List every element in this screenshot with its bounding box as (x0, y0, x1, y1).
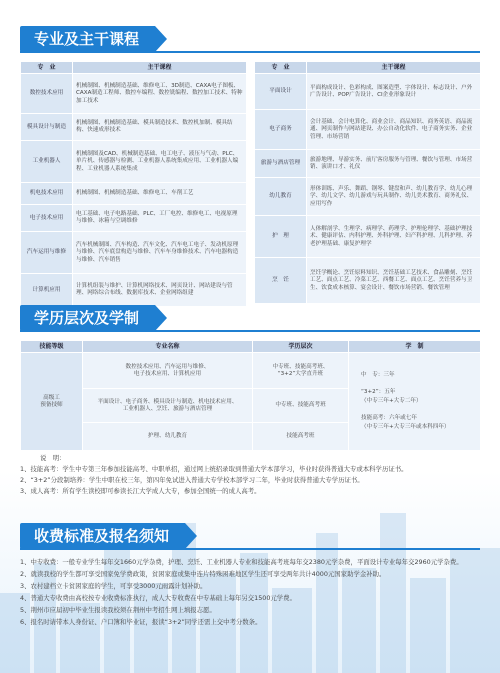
course-list: 形体训练、声乐、舞蹈、钢琴、键盘和声、幼儿教育学、幼儿心理学、幼儿文学、幼儿游戏与玩具制作、幼儿美术教育、商务礼仪、应用写作 (307, 178, 481, 216)
course-list: 会计基础、会计电算化、商业会计、商品知识、商务英语、商品流通、网页制作与网站建设、办公自动化软件、电子商务实务、企业管理、市场营销 (307, 110, 481, 150)
fee-item: 5、荆州市应届初中毕业生报读我校须在荆州中考招生网上填报志愿。 (20, 606, 216, 614)
course-list: 机械制图及CAD、机械制造基础、电工电子、液压与气动、PLC、单片机、传感器与检测、工业机器人系统集成应用、工业机器人编程、工业机器人系统集成 (73, 141, 247, 183)
table-row (255, 150, 481, 178)
table-row (21, 232, 247, 274)
table-header-row (21, 341, 481, 353)
course-list: 计算机组装与维护、计算机网络技术、网页设计、网站建设与管理、网络综合布线、数据库技术、企业网络组建 (73, 274, 247, 307)
major-name: 电子技术应用 (21, 205, 73, 232)
table-header-row (21, 62, 247, 74)
note-item: 3、成人高考：所有学生读校即可参读长江大学成人大专，参加全国统一的成人高考。 (20, 487, 261, 495)
column-header-courses: 主干课程 (73, 62, 247, 74)
note-item: 2、“3+2”分段制培养：学生中职在校三年，第四年免试进入普通大专学校本部学习二年，毕业时获得普通大专学历证书。 (20, 476, 364, 484)
major-names-cell: 平面设计、电子商务、模具设计与制造、机电技术应用、 工业机器人、烹饪、旅游与酒店管理 (83, 389, 253, 423)
table-row (21, 183, 247, 205)
table-row (21, 74, 247, 114)
course-list: 烹饪学概论、烹饪原料知识、烹饪基础工艺技术、食品雕刻、烹饪工艺、面点工艺、冷菜工艺、西餐工艺、面点工艺、烹饪营养与卫生、饮食成本核算、宴会设计、餐饮市场营销、餐饮管理 (307, 258, 481, 304)
column-header-major: 专 业 (255, 62, 307, 74)
column-header-skill-level: 技能等级 (21, 341, 83, 353)
column-header-major: 专 业 (21, 62, 73, 74)
course-list: 旅游地理、导游实务、前厅客房服务与管理、餐饮与管理、市场营销、演讲口才、礼仪 (307, 150, 481, 178)
course-list: 电工基础、电子电路基础、PLC、工厂电控、维修电工、电视原理与维修、冰箱与空调维修 (73, 205, 247, 232)
edu-level-cell: 技能高考班 (253, 423, 349, 451)
major-name: 计算机应用 (21, 274, 73, 307)
major-name: 电子商务 (255, 110, 307, 150)
table-row (255, 216, 481, 258)
system-line: 技能高考：六年或七年 (361, 415, 417, 422)
course-list: 人体解剖学、生理学、病理学、药理学、护理伦理学、基础护理技术、健康评估、内科护理、外科护理、妇产科护理、儿科护理、养老护理基础、康复护理学 (307, 216, 481, 258)
table-row (21, 141, 247, 183)
notes-heading: 说 明： (40, 454, 66, 462)
major-name: 汽车运用与维修 (21, 232, 73, 274)
majors-section-title: 专业及主干课程 (20, 26, 155, 52)
majors-section-header (20, 26, 480, 52)
table-row (255, 74, 481, 110)
table-row (21, 353, 481, 389)
table-row (255, 178, 481, 216)
majors-table-right (254, 61, 481, 304)
table-row (255, 258, 481, 304)
column-header-courses: 主干课程 (307, 62, 481, 74)
column-header-edu-level: 学历层次 (253, 341, 349, 353)
major-names-cell: 护理、幼儿教育 (83, 423, 253, 451)
course-list: 汽车机械制图、汽车构造、汽车文化、汽车电工电子、发动机原理与维修、汽车底盘构造与维修、汽车车身维修技术、汽车电器构造与维修、汽车销售 (73, 232, 247, 274)
major-name: 护 理 (255, 216, 307, 258)
system-cell (349, 353, 481, 451)
course-list: 平面构成设计、色彩构成、图案造型、字体设计、标志设计、户外广告设计、POP广告设计、CI企业形象设计 (307, 74, 481, 110)
majors-table-left (20, 61, 247, 307)
note-item: 1、技能高考：学生中专第三年参加技能高考、中职单招，通过网上统招录取到普通大学本部学习，毕业时获得普通大专或本科学历证书。 (20, 465, 408, 473)
table-row (21, 274, 247, 307)
major-name: 幼儿教育 (255, 178, 307, 216)
fees-list (20, 556, 480, 628)
table-row (21, 205, 247, 232)
edu-level-cell: 中专班、技能高考班 (253, 389, 349, 423)
fee-item: 4、普通大专收费由高校按专业收费标准执行，成人大专收费在中专基础上每年另交1500元学费。 (20, 594, 296, 602)
fee-item: 3、农村建档立卡贫困家庭的学生，可享受3000元雨露计划补助。 (20, 582, 207, 590)
major-name: 机电技术应用 (21, 183, 73, 205)
major-name: 烹 饪 (255, 258, 307, 304)
table-row (255, 110, 481, 150)
course-list: 机械制图、机械制造基础、维修电工、3D制造、CAXA电子图板、CAXA制造工程师、数控车编程、数控铣编程、数控加工技术、特种加工技术 (73, 74, 247, 114)
major-name: 旅游与酒店管理 (255, 150, 307, 178)
course-list: 机械制图、机械制造基础、维修电工、车削工艺 (73, 183, 247, 205)
table-row (21, 114, 247, 141)
fees-section-header (20, 523, 480, 549)
system-line: “3+2”：五年 (361, 389, 396, 396)
major-name: 模具设计与制造 (21, 114, 73, 141)
fees-section-title: 收费标准及报名须知 (20, 523, 185, 549)
major-names-cell: 数控技术应用、汽车运用与维修、 电子技术应用、计算机应用 (83, 353, 253, 389)
fee-item: 1、中专收费：一般专业学生每年交1660元学杂费，护理、烹饪、工业机器人专业和技能高考班每年交2380元学杂费，平面设计专业每年交2960元学杂费。 (20, 558, 463, 566)
skill-level-cell: 高级工 预备技师 (21, 353, 83, 451)
education-table (20, 340, 481, 451)
edu-section-header (20, 305, 480, 331)
major-name: 数控技术应用 (21, 74, 73, 114)
column-header-major-name: 专业名称 (83, 341, 253, 353)
edu-level-cell: 中专班、技能高考班、 “3+2”大学直升班 (253, 353, 349, 389)
course-list: 机械制图、机械制造基础、模具制造技术、数控机加制、模具结构、快速成形技术 (73, 114, 247, 141)
notes-block (20, 453, 480, 497)
fee-item: 6、报名时请带本人身份证、户口簿和毕业证，报读“3+2”同学还需上交中考分数条。 (20, 618, 262, 626)
system-line: 中 专：三年 (361, 372, 395, 379)
system-line: （中专三年+大专三年或本科四年） (361, 424, 450, 431)
table-header-row (255, 62, 481, 74)
edu-section-title: 学历层次及学制 (20, 305, 155, 331)
major-name: 工业机器人 (21, 141, 73, 183)
system-line: （中专三年+大专二年） (361, 398, 422, 405)
major-name: 平面设计 (255, 74, 307, 110)
fee-item: 2、就读我校的学生都可享受国家免学费政策，贫困家庭或集中连片特殊困难地区学生还可享受两年共计4000元国家助学金补助。 (20, 570, 386, 578)
column-header-system: 学 制 (349, 341, 481, 353)
